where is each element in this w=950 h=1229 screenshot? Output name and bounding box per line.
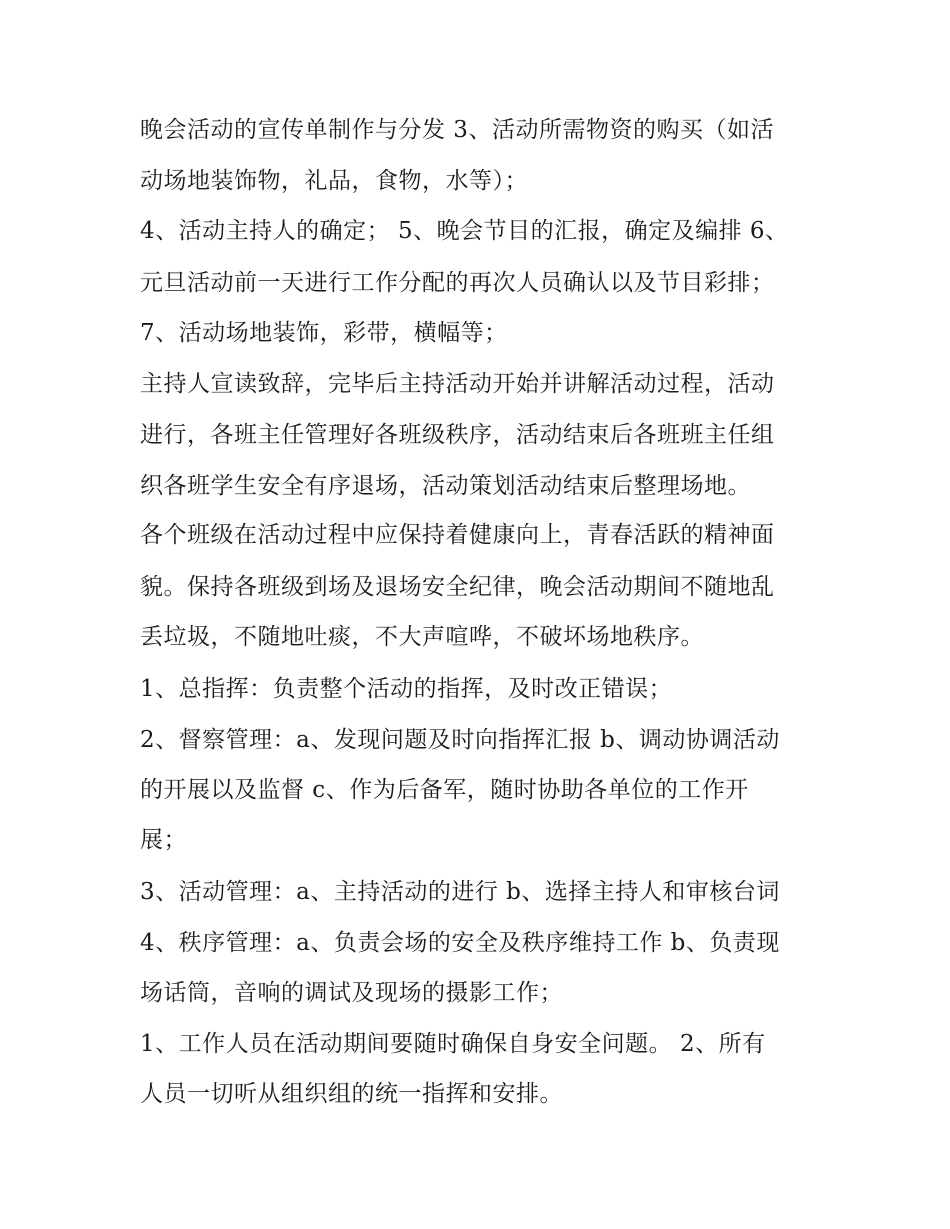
text-line-1: 晚会活动的宣传单制作与分发 3、活动所需物资的购买（如活 xyxy=(140,117,774,143)
text-line-9: 各个班级在活动过程中应保持着健康向上，青春活跃的精神面 xyxy=(140,522,775,548)
text-line-11: 丢垃圾，不随地吐痰，不大声喧哗，不破坏场地秩序。 xyxy=(140,624,704,650)
text-line-4: 元旦活动前一天进行工作分配的再次人员确认以及节目彩排； xyxy=(140,270,775,296)
text-line-18: 场话筒，音响的调试及现场的摄影工作； xyxy=(140,980,563,1006)
text-line-16: 3、活动管理：a、主持活动的进行 b、选择主持人和审核台词 xyxy=(140,879,780,905)
text-line-2: 动场地装饰物，礼品，食物，水等）； xyxy=(140,168,528,194)
text-line-13: 2、督察管理：a、发现问题及时向指挥汇报 b、调动协调活动 xyxy=(140,727,780,753)
text-line-5: 7、活动场地装饰，彩带，横幅等； xyxy=(140,320,508,346)
text-line-3: 4、活动主持人的确定； 5、晚会节目的汇报，确定及编排 6、 xyxy=(140,218,789,244)
text-line-8: 织各班学生安全有序退场，活动策划活动结束后整理场地。 xyxy=(140,473,751,499)
text-line-17: 4、秩序管理：a、负责会场的安全及秩序维持工作 b、负责现 xyxy=(140,930,780,956)
text-line-15: 展； xyxy=(140,827,187,853)
text-line-7: 进行，各班主任管理好各班级秩序，活动结束后各班班主任组 xyxy=(140,422,775,448)
text-line-14: 的开展以及监督 c、作为后备军，随时协助各单位的工作开 xyxy=(140,777,749,803)
text-line-20: 人员一切听从组织组的统一指挥和安排。 xyxy=(140,1081,563,1107)
text-line-19: 1、工作人员在活动期间要随时确保自身安全问题。 2、所有 xyxy=(140,1031,766,1057)
text-line-12: 1、总指挥：负责整个活动的指挥，及时改正错误； xyxy=(140,676,673,702)
text-line-6: 主持人宣读致辞，完毕后主持活动开始并讲解活动过程，活动 xyxy=(140,371,775,397)
text-line-10: 貌。保持各班级到场及退场安全纪律，晚会活动期间不随地乱 xyxy=(140,574,775,600)
